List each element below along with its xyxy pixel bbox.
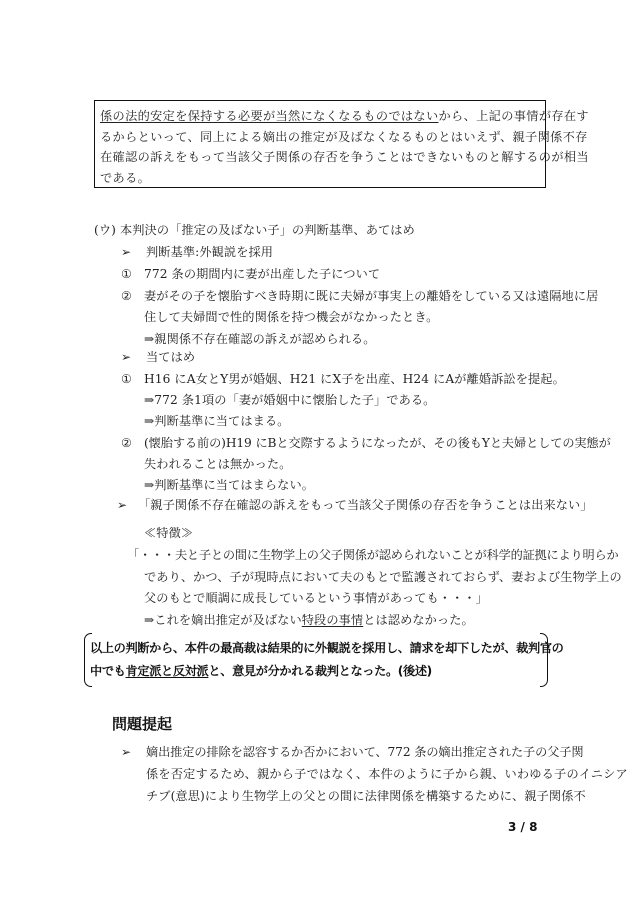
bullet-arrow-icon: ➢ (121, 350, 132, 364)
feature-underlined-text: 特段の事情 (301, 613, 364, 627)
problem-line-2: 係を否定するため、親から子ではなく、本件のように子から親、いわゆる子のイニシア (146, 767, 628, 781)
feature-line-1: 「・・・夫と子との間に生物学上の父子関係が認められないことが科学的証拠により明らか (127, 548, 619, 562)
application-1-text: H16 にA女とY男が婚姻、H21 にX子を出産、H24 にAが離婚訴訟を提起。 (144, 372, 565, 386)
feature-line-4 (144, 612, 474, 628)
bullet-arrow-icon: ➢ (121, 245, 132, 259)
application-2-text-1: (懐胎する前の)H19 にBと交際するようになったが、その後もYと夫婦としての実態が (144, 436, 611, 450)
quote-line-2: るからといって、同上による嫡出の推定が及ばなくなるものとはいえず、親子関係不存 (100, 129, 588, 144)
quote-underlined-text: 係の法的安定を保持する必要が当然になくなるものではない (100, 109, 439, 123)
judgment-quote-label: 「親子関係不存在確認の訴えをもって当該父子関係の存否を争うことは出来ない」 (138, 498, 593, 512)
page-number: 3 / 8 (508, 820, 538, 834)
summary-line-2 (90, 663, 432, 679)
section-u-heading: (ウ) 本判決の「推定の及ばない子」の判断基準、あてはめ (94, 223, 415, 237)
bullet-arrow-icon: ➢ (121, 745, 132, 759)
application-2-result: ⇒判断基準に当てはまらない。 (144, 478, 315, 492)
summary-underlined-text: 肯定派と反対派 (125, 664, 209, 678)
feature-title: ≪特徴≫ (144, 526, 194, 540)
feature-line-4-start: ⇒これを嫡出推定が及ばない (144, 613, 302, 627)
problem-heading: 問題提起 (112, 715, 173, 733)
criteria-1-number: ① (121, 267, 132, 281)
problem-line-3: チブ(意思)により生物学上の父との間に法律関係を構築するために、親子関係不 (146, 789, 586, 803)
quote-line-4: である。 (100, 170, 151, 185)
feature-line-2: であり、かつ、子が現時点において夫のもとで監護されておらず、妻および生物学上の (144, 570, 622, 584)
criteria-2-result: ⇒親関係不存在確認の訴えが認められる。 (144, 332, 376, 346)
quote-line-3: 在確認の訴えをもって当該父子関係の存否を争うことはできないものと解するのが相当 (100, 150, 589, 164)
feature-line-3: 父のもとで順調に成長しているという事情があっても・・・」 (144, 591, 488, 605)
criteria-label: 判断基準:外観説を採用 (146, 245, 274, 259)
application-1-result-2: ⇒判断基準に当てはまる。 (144, 414, 290, 428)
application-1-result-1: ⇒772 条1項の「妻が婚姻中に懐胎した子」である。 (144, 393, 436, 407)
application-2-number: ② (121, 436, 132, 450)
criteria-2-number: ② (121, 289, 132, 303)
application-2-text-2: 失われることは無かった。 (144, 457, 292, 471)
criteria-2-text-2: 住して夫婦間で性的関係を持つ機会がなかったとき。 (144, 310, 439, 324)
quote-line-1 (100, 106, 589, 127)
application-label: 当てはめ (146, 350, 196, 364)
application-1-number: ① (121, 372, 132, 386)
summary-line-1: 以上の判断から、本件の最高裁は結果的に外観説を採用し、請求を却下したが、裁判官の (90, 641, 564, 655)
bullet-arrow-icon: ➢ (117, 498, 128, 512)
feature-line-4-end: とは認めなかった。 (363, 613, 474, 627)
criteria-2-text-1: 妻がその子を懐胎すべき時期に既に夫婦が事実上の離婚をしている又は遠隔地に居 (144, 289, 599, 303)
summary-box (84, 633, 564, 691)
quote-line-1-rest: から、上記の事情が存在す (438, 109, 589, 123)
quoted-judgment-box (94, 100, 589, 188)
summary-line-2-end: と、意見が分かれる裁判となった。(後述) (208, 664, 432, 678)
criteria-1-text: 772 条の期間内に妻が出産した子について (144, 267, 381, 281)
summary-line-2-start: 中でも (90, 664, 126, 678)
problem-line-1: 嫡出推定の排除を認容するか否かにおいて、772 条の嫡出推定された子の父子関 (146, 745, 584, 759)
